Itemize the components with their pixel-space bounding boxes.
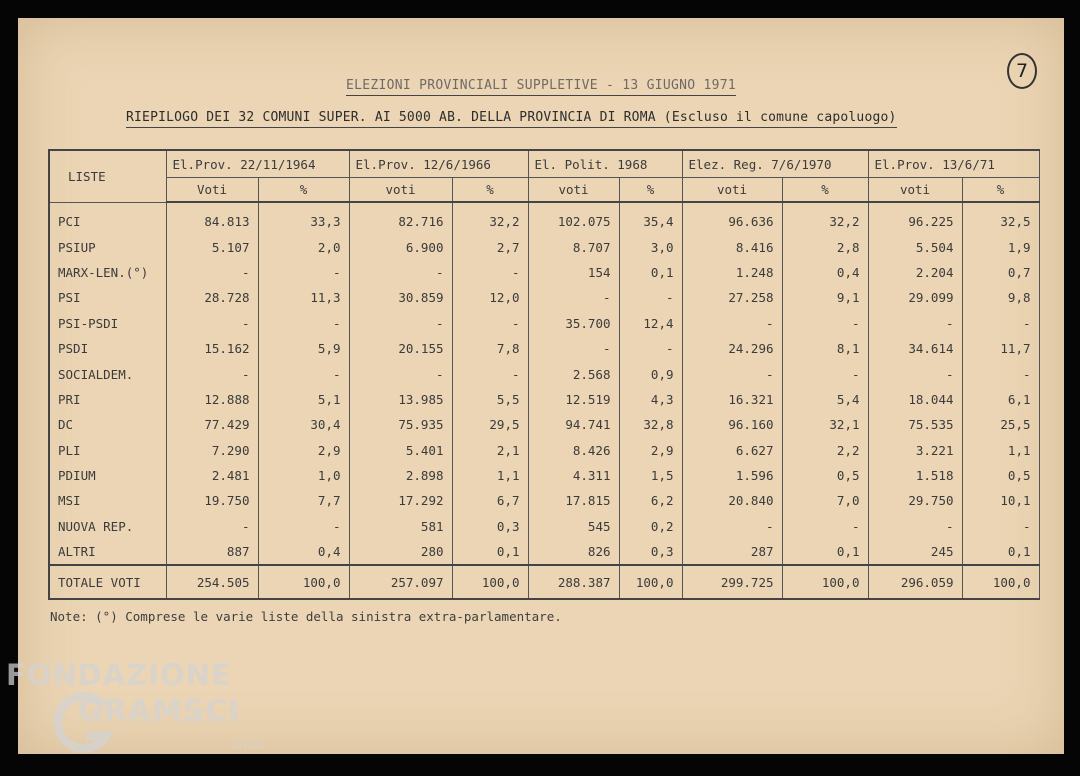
- party-name: MSI: [49, 488, 166, 513]
- votes-cell: 20.840: [682, 488, 782, 513]
- votes-cell: -: [166, 260, 258, 285]
- votes-cell: -: [868, 311, 962, 336]
- percent-cell: 25,5: [962, 412, 1039, 437]
- percent-cell: 11,3: [258, 285, 349, 310]
- table-row: [49, 412, 1039, 437]
- percent-cell: 11,7: [962, 336, 1039, 361]
- subheader: %: [258, 178, 349, 203]
- percent-cell: 5,9: [258, 336, 349, 361]
- percent-cell: 6,1: [962, 387, 1039, 412]
- votes-cell: 5.504: [868, 234, 962, 259]
- percent-cell: 0,5: [782, 463, 868, 488]
- votes-cell: 8.426: [528, 438, 619, 463]
- percent-cell: 30,4: [258, 412, 349, 437]
- votes-cell: -: [166, 311, 258, 336]
- percent-cell: 32,8: [619, 412, 682, 437]
- group-header: El.Prov. 13/6/71: [868, 150, 1039, 178]
- votes-cell: 545: [528, 514, 619, 539]
- votes-cell: 102.075: [528, 202, 619, 234]
- votes-cell: 75.535: [868, 412, 962, 437]
- percent-cell: 2,7: [452, 234, 528, 259]
- votes-cell: 96.636: [682, 202, 782, 234]
- votes-cell: 27.258: [682, 285, 782, 310]
- votes-cell: 12.519: [528, 387, 619, 412]
- percent-cell: -: [619, 336, 682, 361]
- total-label: TOTALE VOTI: [49, 565, 166, 599]
- percent-cell: 9,1: [782, 285, 868, 310]
- subheader: voti: [868, 178, 962, 203]
- votes-cell: 1.596: [682, 463, 782, 488]
- table-row: [49, 514, 1039, 539]
- percent-cell: 1,5: [619, 463, 682, 488]
- total-cell: 100,0: [452, 565, 528, 599]
- votes-cell: 29.750: [868, 488, 962, 513]
- percent-cell: -: [452, 311, 528, 336]
- table-row: [49, 234, 1039, 259]
- party-name: NUOVA REP.: [49, 514, 166, 539]
- votes-cell: 17.292: [349, 488, 452, 513]
- subheader: voti: [682, 178, 782, 203]
- party-name: PRI: [49, 387, 166, 412]
- table-row: [49, 539, 1039, 565]
- votes-cell: 887: [166, 539, 258, 565]
- percent-cell: -: [962, 514, 1039, 539]
- votes-cell: -: [868, 514, 962, 539]
- subheader: %: [782, 178, 868, 203]
- group-header: El.Prov. 12/6/1966: [349, 150, 528, 178]
- percent-cell: 7,8: [452, 336, 528, 361]
- table-row: [49, 260, 1039, 285]
- percent-cell: 0,1: [619, 260, 682, 285]
- percent-cell: -: [258, 311, 349, 336]
- votes-cell: 1.518: [868, 463, 962, 488]
- table-row: [49, 311, 1039, 336]
- percent-cell: 5,5: [452, 387, 528, 412]
- percent-cell: 6,7: [452, 488, 528, 513]
- table-row: [49, 202, 1039, 234]
- percent-cell: 3,0: [619, 234, 682, 259]
- votes-cell: -: [682, 361, 782, 386]
- percent-cell: 0,1: [962, 539, 1039, 565]
- votes-cell: -: [528, 285, 619, 310]
- votes-cell: 16.321: [682, 387, 782, 412]
- party-name: PLI: [49, 438, 166, 463]
- percent-cell: -: [258, 514, 349, 539]
- votes-cell: 17.815: [528, 488, 619, 513]
- total-cell: 288.387: [528, 565, 619, 599]
- percent-cell: -: [619, 285, 682, 310]
- votes-cell: 15.162: [166, 336, 258, 361]
- votes-cell: 13.985: [349, 387, 452, 412]
- votes-cell: 20.155: [349, 336, 452, 361]
- total-row: [49, 565, 1039, 599]
- votes-cell: 82.716: [349, 202, 452, 234]
- percent-cell: 12,0: [452, 285, 528, 310]
- party-name: PCI: [49, 202, 166, 234]
- votes-cell: 29.099: [868, 285, 962, 310]
- percent-cell: 2,9: [258, 438, 349, 463]
- group-header: El.Prov. 22/11/1964: [166, 150, 349, 178]
- party-name: DC: [49, 412, 166, 437]
- votes-cell: 96.225: [868, 202, 962, 234]
- percent-cell: -: [962, 361, 1039, 386]
- percent-cell: 10,1: [962, 488, 1039, 513]
- votes-cell: 2.568: [528, 361, 619, 386]
- votes-cell: 1.248: [682, 260, 782, 285]
- percent-cell: 0,4: [782, 260, 868, 285]
- votes-cell: 75.935: [349, 412, 452, 437]
- votes-cell: 2.204: [868, 260, 962, 285]
- percent-cell: 0,3: [619, 539, 682, 565]
- table-row: [49, 387, 1039, 412]
- votes-cell: 94.741: [528, 412, 619, 437]
- percent-cell: 1,1: [962, 438, 1039, 463]
- watermark-small: onlus: [232, 738, 265, 752]
- watermark-line2: GRAMSCI: [78, 694, 241, 729]
- percent-cell: 5,1: [258, 387, 349, 412]
- percent-cell: 32,5: [962, 202, 1039, 234]
- percent-cell: 5,4: [782, 387, 868, 412]
- votes-cell: -: [682, 514, 782, 539]
- percent-cell: 0,4: [258, 539, 349, 565]
- percent-cell: 9,8: [962, 285, 1039, 310]
- percent-cell: 12,4: [619, 311, 682, 336]
- votes-cell: 5.401: [349, 438, 452, 463]
- votes-cell: -: [166, 514, 258, 539]
- percent-cell: 32,2: [782, 202, 868, 234]
- percent-cell: 33,3: [258, 202, 349, 234]
- percent-cell: 7,7: [258, 488, 349, 513]
- percent-cell: 1,9: [962, 234, 1039, 259]
- percent-cell: 4,3: [619, 387, 682, 412]
- votes-cell: 581: [349, 514, 452, 539]
- table-row: [49, 463, 1039, 488]
- percent-cell: 2,1: [452, 438, 528, 463]
- percent-cell: -: [258, 361, 349, 386]
- total-cell: 100,0: [782, 565, 868, 599]
- party-name: MARX-LEN.(°): [49, 260, 166, 285]
- percent-cell: 0,5: [962, 463, 1039, 488]
- votes-cell: 34.614: [868, 336, 962, 361]
- votes-cell: -: [528, 336, 619, 361]
- percent-cell: -: [452, 361, 528, 386]
- page-number: 7: [1007, 53, 1037, 89]
- votes-cell: 35.700: [528, 311, 619, 336]
- watermark-line1: FONDAZIONE: [6, 658, 232, 692]
- percent-cell: -: [782, 311, 868, 336]
- votes-cell: 3.221: [868, 438, 962, 463]
- votes-cell: 826: [528, 539, 619, 565]
- votes-cell: -: [349, 260, 452, 285]
- party-name: SOCIALDEM.: [49, 361, 166, 386]
- table-row: [49, 336, 1039, 361]
- percent-cell: 0,7: [962, 260, 1039, 285]
- votes-cell: 24.296: [682, 336, 782, 361]
- votes-cell: 6.900: [349, 234, 452, 259]
- votes-cell: 18.044: [868, 387, 962, 412]
- document-page: [18, 18, 1064, 754]
- votes-cell: 287: [682, 539, 782, 565]
- percent-cell: 29,5: [452, 412, 528, 437]
- percent-cell: 35,4: [619, 202, 682, 234]
- document-title: ELEZIONI PROVINCIALI SUPPLETIVE - 13 GIUGNO 1971: [18, 78, 1064, 93]
- footnote: Note: (°) Comprese le varie liste della sinistra extra-parlamentare.: [50, 609, 562, 624]
- total-cell: 299.725: [682, 565, 782, 599]
- total-cell: 100,0: [258, 565, 349, 599]
- subheader: voti: [528, 178, 619, 203]
- percent-cell: 0,9: [619, 361, 682, 386]
- votes-cell: 154: [528, 260, 619, 285]
- votes-cell: 5.107: [166, 234, 258, 259]
- subheader: %: [962, 178, 1039, 203]
- party-name: PDIUM: [49, 463, 166, 488]
- percent-cell: 1,0: [258, 463, 349, 488]
- votes-cell: 2.481: [166, 463, 258, 488]
- total-cell: 254.505: [166, 565, 258, 599]
- table-row: [49, 285, 1039, 310]
- subheader: voti: [349, 178, 452, 203]
- percent-cell: 1,1: [452, 463, 528, 488]
- watermark-logo: [6, 658, 276, 758]
- table-row: [49, 361, 1039, 386]
- percent-cell: 32,2: [452, 202, 528, 234]
- percent-cell: -: [782, 514, 868, 539]
- table-row: [49, 488, 1039, 513]
- votes-cell: -: [349, 311, 452, 336]
- votes-cell: 84.813: [166, 202, 258, 234]
- votes-cell: 245: [868, 539, 962, 565]
- percent-cell: -: [782, 361, 868, 386]
- party-name: PSI: [49, 285, 166, 310]
- votes-cell: -: [166, 361, 258, 386]
- percent-cell: 2,9: [619, 438, 682, 463]
- percent-cell: 7,0: [782, 488, 868, 513]
- results-table: [48, 149, 1040, 600]
- group-header: Elez. Reg. 7/6/1970: [682, 150, 868, 178]
- percent-cell: -: [258, 260, 349, 285]
- votes-cell: 30.859: [349, 285, 452, 310]
- percent-cell: 2,8: [782, 234, 868, 259]
- votes-cell: 12.888: [166, 387, 258, 412]
- votes-cell: 2.898: [349, 463, 452, 488]
- votes-cell: 7.290: [166, 438, 258, 463]
- votes-cell: -: [868, 361, 962, 386]
- percent-cell: 2,2: [782, 438, 868, 463]
- votes-cell: 96.160: [682, 412, 782, 437]
- group-header: El. Polit. 1968: [528, 150, 682, 178]
- percent-cell: 32,1: [782, 412, 868, 437]
- party-name: PSI-PSDI: [49, 311, 166, 336]
- votes-cell: 8.707: [528, 234, 619, 259]
- votes-cell: -: [682, 311, 782, 336]
- votes-cell: 8.416: [682, 234, 782, 259]
- party-name: ALTRI: [49, 539, 166, 565]
- percent-cell: -: [452, 260, 528, 285]
- votes-cell: 6.627: [682, 438, 782, 463]
- votes-cell: 4.311: [528, 463, 619, 488]
- percent-cell: 2,0: [258, 234, 349, 259]
- percent-cell: 0,3: [452, 514, 528, 539]
- party-name: PSIUP: [49, 234, 166, 259]
- percent-cell: 6,2: [619, 488, 682, 513]
- liste-header: LISTE: [49, 150, 166, 202]
- subheader: %: [619, 178, 682, 203]
- total-cell: 100,0: [962, 565, 1039, 599]
- table-row: [49, 438, 1039, 463]
- total-cell: 100,0: [619, 565, 682, 599]
- percent-cell: -: [962, 311, 1039, 336]
- total-cell: 296.059: [868, 565, 962, 599]
- subheader: Voti: [166, 178, 258, 203]
- votes-cell: 19.750: [166, 488, 258, 513]
- percent-cell: 0,1: [452, 539, 528, 565]
- table-body: [49, 202, 1039, 565]
- votes-cell: 280: [349, 539, 452, 565]
- percent-cell: 0,2: [619, 514, 682, 539]
- document-subtitle: RIEPILOGO DEI 32 COMUNI SUPER. AI 5000 AB. DELLA PROVINCIA DI ROMA (Escluso il comune capoluogo): [126, 110, 897, 125]
- votes-cell: 77.429: [166, 412, 258, 437]
- votes-cell: -: [349, 361, 452, 386]
- subheader: %: [452, 178, 528, 203]
- total-cell: 257.097: [349, 565, 452, 599]
- percent-cell: 8,1: [782, 336, 868, 361]
- percent-cell: 0,1: [782, 539, 868, 565]
- party-name: PSDI: [49, 336, 166, 361]
- votes-cell: 28.728: [166, 285, 258, 310]
